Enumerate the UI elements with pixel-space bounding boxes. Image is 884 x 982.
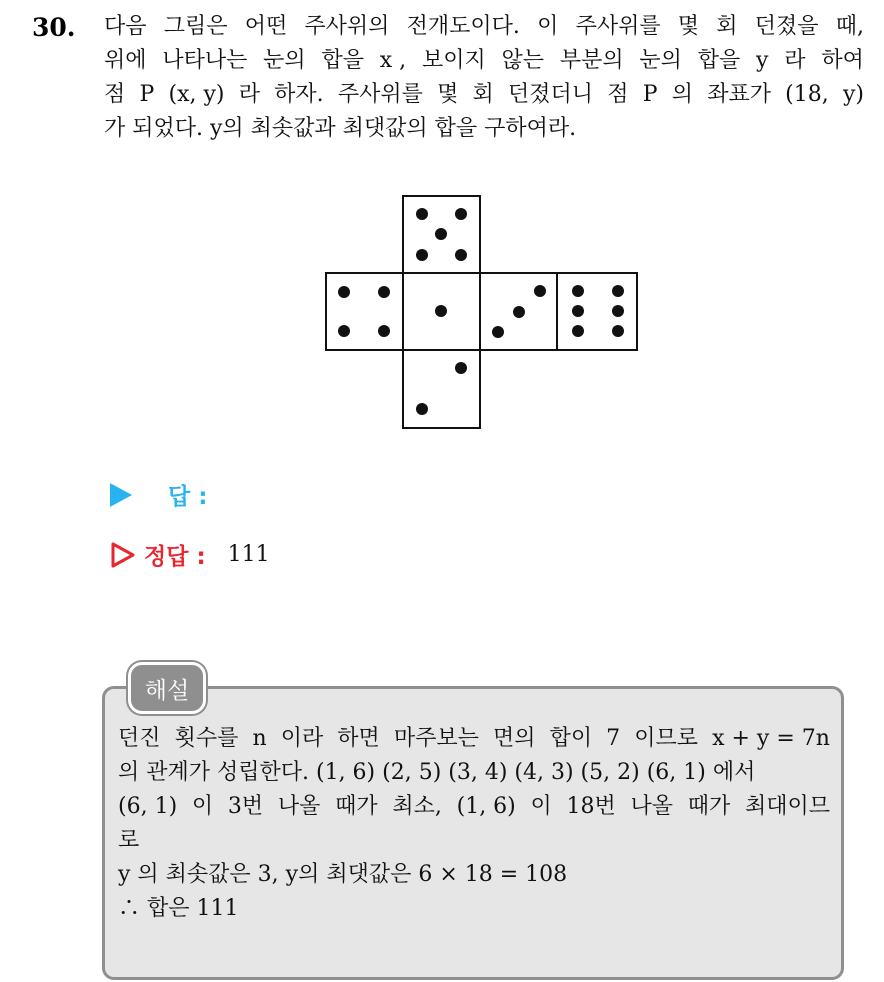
question-word: 나타나는 [162, 48, 248, 73]
solution-word: 면의 [492, 726, 536, 751]
answer-label: 답 : [168, 484, 208, 510]
pip [572, 325, 584, 337]
question-word: (x, y) [168, 82, 225, 107]
question-word: 점 [104, 82, 126, 107]
pip [572, 305, 584, 317]
solution-word: 나올 [630, 794, 673, 819]
question-word: 합을 [321, 48, 364, 73]
question-word: 눈의 [263, 48, 306, 73]
question-word: 이 [537, 14, 559, 39]
pip [338, 286, 350, 298]
pip [455, 249, 467, 261]
solution-word: 7 [606, 726, 621, 751]
solution-word: 횟수를 [174, 726, 239, 751]
pip [612, 325, 624, 337]
die-face-left [326, 273, 403, 350]
answer-row [110, 478, 207, 511]
question-word: 때, [835, 14, 864, 39]
solution-word: 하면 [337, 726, 380, 751]
question-word: 몇 [677, 14, 700, 39]
question-word: 하자. [274, 82, 324, 107]
question-word: 회 [472, 82, 494, 107]
solution-word: 이므로 [634, 726, 698, 751]
solution-text [118, 722, 830, 926]
solution-word: 이 [191, 794, 214, 819]
question-word: 라 [784, 48, 806, 73]
question-word: 그림은 [163, 14, 228, 39]
solution-word: x + y = 7n [712, 726, 830, 751]
solution-word: 최소, [392, 794, 442, 819]
question-word: 합을 [697, 48, 741, 73]
question-word: 의 [671, 82, 693, 107]
solution-word: 던진 [118, 726, 161, 751]
pip [513, 306, 525, 318]
solution-line-4: 로 [118, 828, 140, 853]
solution-word: 이 [530, 794, 552, 819]
solution-word: 이라 [280, 726, 324, 751]
question-word: 주사위를 [575, 14, 661, 39]
pip [572, 285, 584, 297]
question-word: 주사위를 [337, 82, 423, 107]
pip [455, 362, 467, 374]
question-word: 회 [716, 14, 738, 39]
pip [416, 249, 428, 261]
solution-line-5: y 의 최솟값은 3, y의 최댓값은 6 × 18 = 108 [118, 862, 568, 887]
solution-word: 나올 [277, 794, 321, 819]
dice-net-figure [323, 193, 643, 433]
question-text [104, 10, 864, 146]
question-number: 30. [32, 13, 76, 42]
solution-line-2: 의 관계가 성립한다. (1, 6) (2, 5) (3, 4) (4, 3) (5, 2) (6, 1) 에서 [118, 760, 756, 785]
solution-word: 합이 [549, 726, 593, 751]
solution-word: 3번 [227, 794, 264, 819]
question-word: 어떤 [244, 14, 288, 39]
pip [492, 326, 504, 338]
pip [338, 325, 350, 337]
question-word: 부분의 [559, 48, 624, 73]
pip [612, 305, 624, 317]
question-line-3 [104, 78, 864, 112]
pip [378, 325, 390, 337]
solution-word: 때가 [335, 794, 378, 819]
question-word: 던졌더니 [508, 82, 594, 107]
question-line-4: 가 되었다. y의 최솟값과 최댓값의 합을 구하여라. [104, 116, 577, 141]
question-word: 위에 [104, 48, 147, 73]
pip [534, 285, 546, 297]
correct-answer-arrow-icon [110, 542, 136, 568]
question-word: 않는 [501, 48, 545, 73]
question-line-2 [104, 44, 864, 78]
solution-word: (6, 1) [118, 794, 178, 819]
question-word: y) [842, 82, 864, 107]
solution-word: 마주보는 [393, 726, 479, 751]
solution-line-6: ∴ 합은 111 [118, 896, 239, 921]
solution-word: (1, 6) [456, 794, 516, 819]
correct-answer-value: 111 [227, 542, 270, 567]
answer-arrow-icon [110, 483, 132, 507]
pip [416, 403, 428, 415]
question-word: 던졌을 [754, 14, 819, 39]
question-word: 전개도이다. [406, 14, 520, 39]
die-face-far-right [557, 273, 637, 350]
solution-word: 최대이므 [744, 794, 830, 819]
solution-word: n [252, 726, 267, 751]
question-word: 하여 [821, 48, 864, 73]
pip [416, 208, 428, 220]
pip [378, 286, 390, 298]
pip [455, 208, 467, 220]
correct-answer-row [110, 538, 270, 571]
correct-answer-label: 정답 : [144, 544, 206, 570]
solution-tag: 해설 [128, 662, 206, 714]
question-word: 라 [238, 82, 260, 107]
die-face-bottom [403, 350, 480, 428]
question-word: 눈의 [639, 48, 682, 73]
question-word: 몇 [437, 82, 459, 107]
question-line-1 [104, 10, 864, 44]
question-word: 보이지 [421, 48, 486, 73]
solution-line-1 [118, 722, 830, 756]
solution-word: 때가 [687, 794, 731, 819]
question-word: 점 [607, 82, 629, 107]
question-word: 좌표가 [707, 82, 771, 107]
question-word: y [756, 48, 769, 73]
pip [612, 285, 624, 297]
solution-line-3 [118, 790, 830, 824]
question-word: 주사위의 [304, 14, 390, 39]
question-word: (18, [785, 82, 829, 107]
question-word: P [139, 82, 155, 107]
solution-word: 18번 [566, 794, 616, 819]
question-word: x , [379, 48, 407, 73]
question-word: P [642, 82, 658, 107]
pip [435, 228, 447, 240]
question-word: 다음 [104, 14, 147, 39]
pip [435, 305, 447, 317]
